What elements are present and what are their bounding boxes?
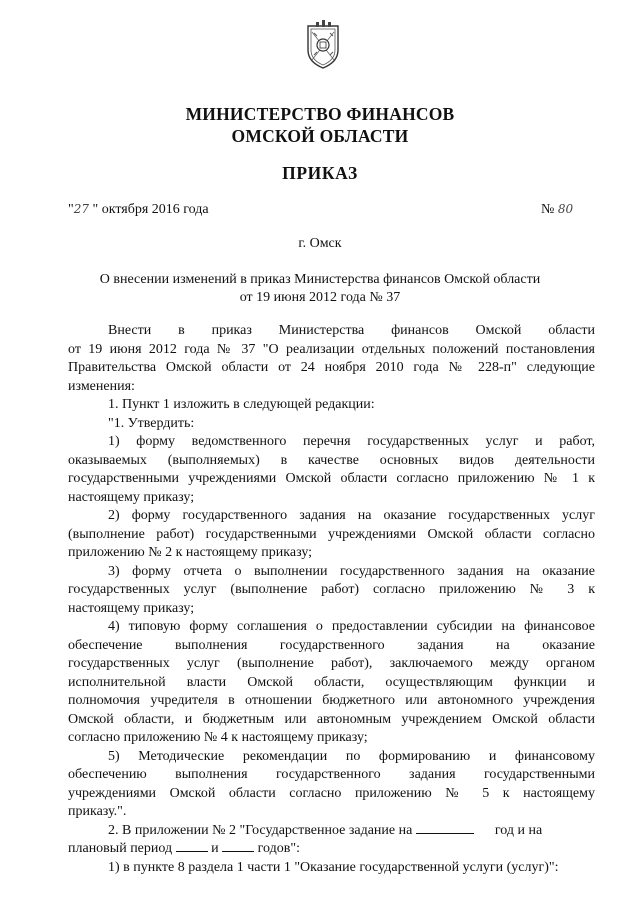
- text-line: обеспечению выполнения государственного задания государственными: [68, 767, 595, 782]
- date-open-quote: ": [68, 202, 74, 217]
- text-line: исполнительной власти Омской области, осуществляющим функции и: [68, 674, 595, 690]
- order-number: [541, 202, 573, 218]
- blank-field: [416, 822, 474, 834]
- text-line: "1. Утвердить:: [108, 415, 195, 431]
- handwritten-number: 80: [557, 202, 574, 216]
- text-line: 4) типовую форму соглашения о предоставлении субсидии на финансовое: [108, 619, 595, 634]
- coat-of-arms-icon: [304, 20, 342, 70]
- text-line: обеспечение выполнения государственного задания на оказание: [68, 637, 595, 653]
- text-line: учреждениями Омской области согласно приложению № 5 к настоящему: [68, 785, 595, 801]
- text-line: 1) форму ведомственного перечня государственных услуг и работ,: [108, 434, 595, 449]
- text-line: приложению № 2 к настоящему приказу;: [68, 545, 313, 560]
- text-line-with-blanks: [68, 840, 595, 859]
- text-line: оказываемых (выполняемых) в качестве основных видов деятельности: [68, 452, 595, 468]
- blank-field: [222, 840, 254, 852]
- order-date: [68, 202, 209, 218]
- text-line: настоящему приказу;: [68, 600, 195, 616]
- text-line: Правительства Омской области от 24 ноября 2010 года № 228-п" следующие: [68, 360, 595, 375]
- text-line: 2) форму государственного задания на оказание государственных услуг: [108, 508, 595, 523]
- handwritten-day: 27: [73, 202, 89, 216]
- text-line: Внести в приказ Министерства финансов Омской области: [108, 323, 595, 338]
- date-month-year: " октября 2016 года: [89, 202, 209, 217]
- text-line: настоящему приказу;: [68, 489, 195, 505]
- subject-line: от 19 июня 2012 года № 37: [239, 290, 401, 305]
- text-line: 5) Методические рекомендации по формированию и финансовому: [108, 748, 595, 764]
- city: г. Омск: [298, 236, 342, 251]
- order-title: ПРИКАЗ: [282, 163, 358, 183]
- text-fragment: плановый период: [68, 841, 173, 856]
- text-line: полномочия учредителя в отношении бюджетного или автономного учреждения: [68, 693, 595, 708]
- number-sign: №: [541, 202, 555, 217]
- text-line: согласно приложению № 4 к настоящему приказу;: [68, 730, 368, 745]
- text-line: Омской области, и бюджетным или автономным учреждением Омской области: [68, 711, 595, 727]
- text-line: государственных услуг (выполнение работ), заключаемого между органом: [68, 656, 595, 671]
- text-line: от 19 июня 2012 года № 37 "О реализации отдельных положений постановления: [68, 341, 595, 357]
- subject-line: О внесении изменений в приказ Министерства финансов Омской области: [99, 272, 541, 287]
- text-fragment: 2. В приложении № 2 "Государственное задание на: [108, 822, 413, 838]
- text-line: 1. Пункт 1 изложить в следующей редакции:: [108, 397, 375, 412]
- order-body: [68, 322, 595, 877]
- text-line: 1) в пункте 8 раздела 1 части 1 "Оказание государственной услуги (услуг)":: [108, 859, 559, 875]
- text-line-with-blanks: [68, 822, 595, 841]
- text-fragment: и: [211, 841, 219, 856]
- text-line: государственными учреждениями Омской области согласно приложению № 1 к: [68, 471, 595, 486]
- text-line: изменения:: [68, 378, 135, 394]
- text-line: приказу.".: [68, 804, 127, 819]
- text-line: (выполнение работ) государственными учреждениями Омской области согласно: [68, 526, 595, 542]
- text-fragment: годов":: [257, 841, 300, 856]
- text-line: государственных услуг (выполнение работ) согласно приложению № 3 к: [68, 582, 595, 597]
- order-subject: [60, 271, 580, 307]
- ministry-title-line2: ОМСКОЙ ОБЛАСТИ: [231, 126, 409, 146]
- blank-field: [176, 840, 208, 852]
- text-fragment: год и на: [494, 822, 543, 838]
- ministry-title-line1: МИНИСТЕРСТВО ФИНАНСОВ: [185, 104, 455, 124]
- text-line: 3) форму отчета о выполнении государственного задания на оказание: [108, 563, 595, 579]
